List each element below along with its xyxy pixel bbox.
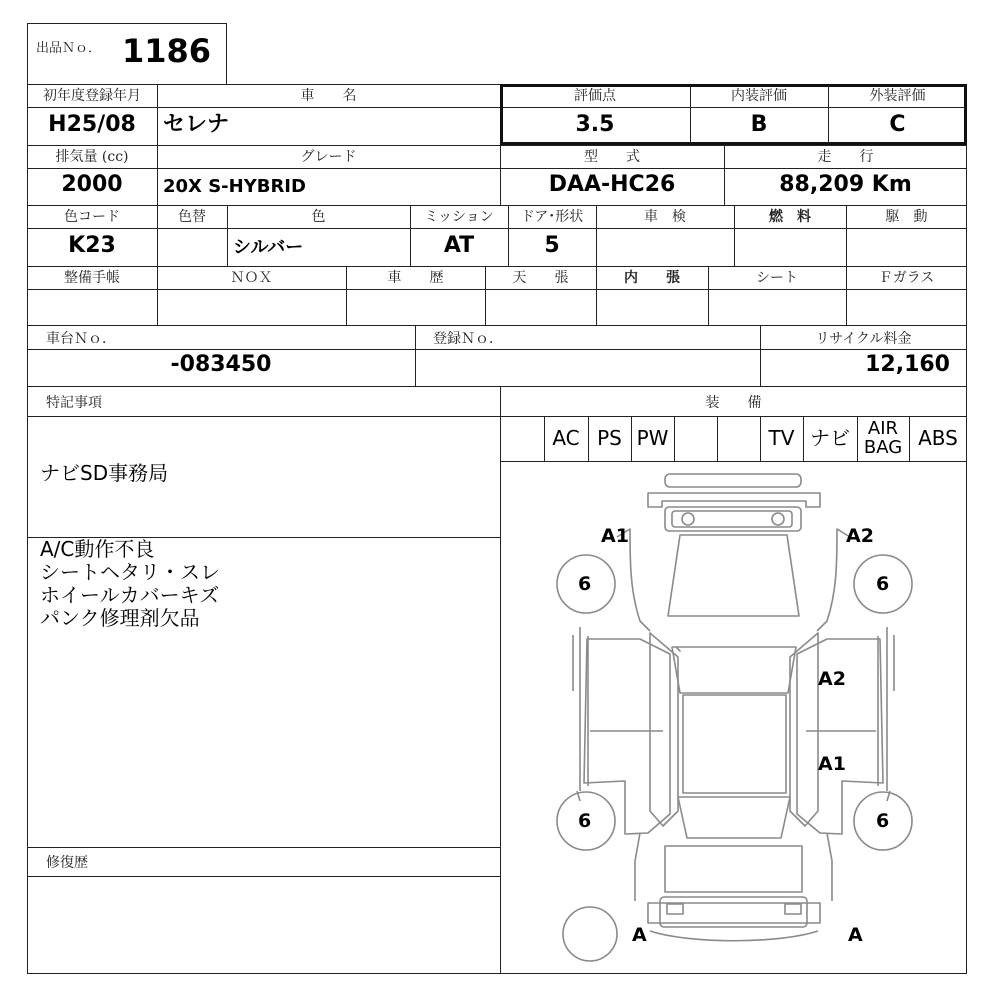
chassis-no-label: 車台Ｎｏ． [46,331,116,347]
door-value: 5 [544,233,560,258]
color-change-label: 色替 [178,209,206,225]
equipment-label: 装 備 [705,395,762,411]
recycle-fee-label: リサイクル料金 [815,331,912,347]
damage-side-upper: A2 [818,668,846,690]
interior-trim-label: 内 張 [624,270,680,286]
tire-front-left: 6 [578,573,592,595]
color-label: 色 [311,209,326,225]
remarks-line-1: A/C動作不良 [40,537,155,561]
first-registration-label: 初年度登録年月 [43,88,141,104]
lot-number: 1186 [122,32,212,70]
exterior-score-label: 外装評価 [869,88,926,104]
chassis-no-value: -083450 [170,352,272,377]
transmission-label: ミッション [424,209,494,225]
equipment-pw: PW [636,426,669,450]
equipment-tv: TV [768,426,795,450]
front-glass-label: Ｆガラス [878,270,935,286]
car-name-value: セレナ [163,112,230,137]
repair-history-label: 修復歴 [46,855,88,871]
damage-side-lower: A1 [818,753,846,775]
transmission-value: AT [443,233,475,258]
grade-score-label: 評価点 [574,88,616,104]
mileage-value: 88,209 Km [779,172,912,197]
damage-front-left: A1 [601,525,629,547]
grade-label: グレード [300,149,357,165]
exterior-score-value: C [889,112,906,137]
vehicle-history-label: 車 歴 [387,270,444,286]
remarks-line-4: パンク修理剤欠品 [40,606,200,630]
tire-rear-right: 6 [876,810,890,832]
registration-no-label: 登録Ｎｏ． [433,331,503,347]
displacement-label: 排気量 (cc) [55,149,129,165]
grade-value: 20X S-HYBRID [163,176,306,197]
model-code-value: DAA-HC26 [548,172,676,197]
interior-score-value: B [750,112,768,137]
remarks-line-2: シートヘタリ・スレ [40,560,220,584]
equipment-airbag: AIR BAG [863,418,903,458]
car-damage-diagram [500,461,967,974]
service-record-label: 整備手帳 [64,270,120,286]
headliner-label: 天 張 [512,270,569,286]
color-value: シルバー [233,237,304,258]
interior-score-label: 内装評価 [731,88,787,104]
car-name-label: 車 名 [300,88,357,104]
damage-rear-right: A [848,924,863,946]
inspection-label: 車 検 [644,209,686,225]
color-code-value: K23 [68,233,116,258]
nox-label: ＮＯＸ [230,270,273,286]
lot-label: 出品Ｎｏ． [36,41,102,56]
model-code-label: 型 式 [584,149,640,165]
equipment-ps: PS [597,426,622,450]
tire-front-right: 6 [876,573,890,595]
remarks-label: 特記事項 [46,395,102,411]
displacement-value: 2000 [61,172,123,197]
recycle-fee-value: 12,160 [865,352,950,377]
color-code-label: 色コード [64,209,120,225]
drive-label: 駆 動 [885,209,928,225]
equipment-abs: ABS [918,426,958,450]
door-shape-label: ドア･形状 [520,209,584,225]
seat-label: シート [756,270,798,286]
equipment-navi: ナビ [810,426,850,450]
grade-score-value: 3.5 [575,112,615,137]
mileage-label: 走 行 [817,149,874,165]
remarks-line-3: ホイールカバーキズ [40,583,220,607]
fuel-label: 燃 料 [769,209,811,225]
remarks-line-navi: ナビSD事務局 [40,461,169,485]
damage-front-right: A2 [846,525,874,547]
first-registration-value: H25/08 [48,112,136,137]
equipment-ac: AC [552,426,580,450]
damage-rear-left: A [632,924,647,946]
tire-rear-left: 6 [578,810,592,832]
